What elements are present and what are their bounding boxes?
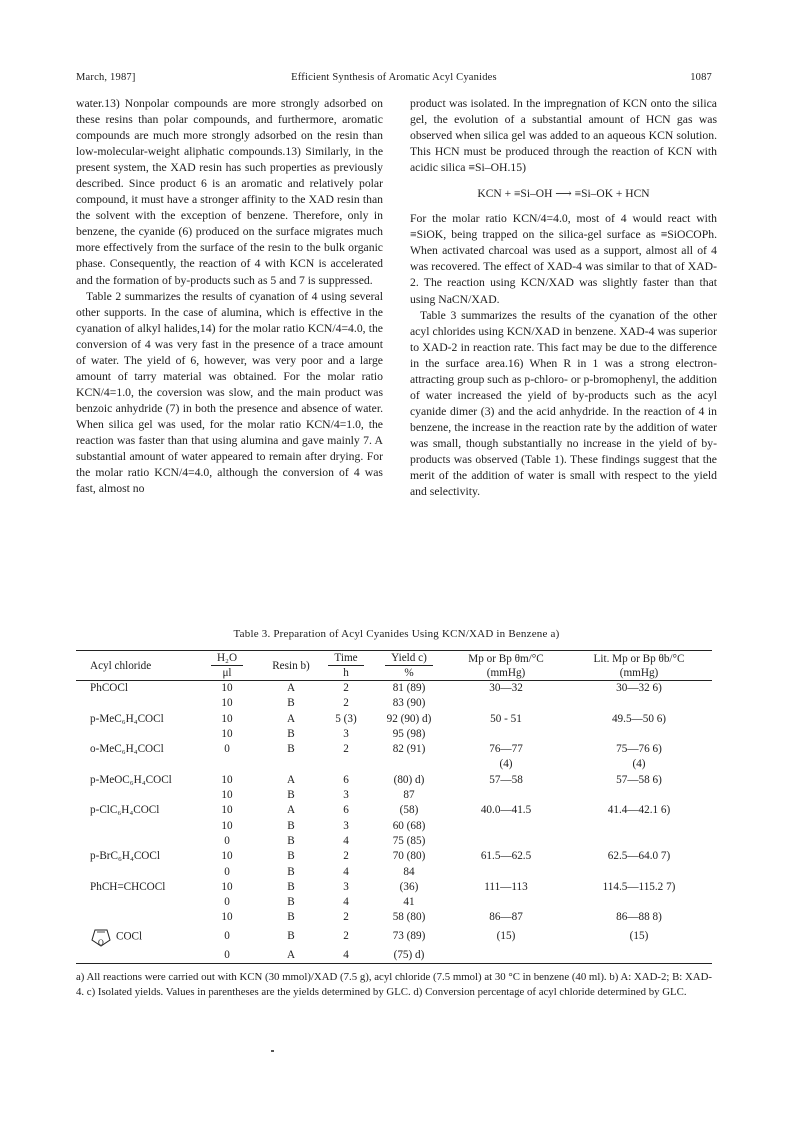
table-footnote: a) All reactions were carried out with KCN (30 mmol)/XAD (7.5 g), acyl chloride (7.5 mmol) at 30 °C in benzene (40 ml). b) A: XAD-2; B: XAD-4. c) Isolated yields. Values in parentheses are the yields determined by GLC. d) Conversion percentage of acyl chloride determined by GLC. xyxy=(76,971,712,998)
cell-acyl-chloride xyxy=(76,895,192,910)
cell-resin: B xyxy=(287,896,295,909)
left-paragraph-1: water.13) Nonpolar compounds are more strongly adsorbed on these resins than polar compounds, and furthermore, aromatic compounds are much more strongly adsorbed on the resin than low-molecular-weight aliphatic compounds.13) Similarly, in the present system, the XAD resin has such properties as previously described. Since product 6 is an aromatic and relatively polar compound, it must have a stronger affinity to the XAD resin than the solvent with the exception of benzene. Therefore, only in benzene, the cyanide (6) produced on the surface migrates much more effectively from the surface of the resin to the bulk organic phase. Consequently, the reaction of 4 with KCN is accelerated and the formation of by-products such as 5 and 7 is suppressed. xyxy=(76,97,383,287)
cell-acyl-chloride xyxy=(76,834,192,849)
cell-water: 10 xyxy=(221,880,233,893)
cell-lit-mp-bp xyxy=(566,948,712,964)
header-title: Efficient Synthesis of Aromatic Acyl Cyanides xyxy=(291,72,497,83)
cell-water: 0 xyxy=(224,834,230,847)
cell-lit-mp-bp: 30—32 6) xyxy=(616,682,662,694)
table-row xyxy=(76,681,712,697)
cell-acyl-chloride xyxy=(76,788,192,803)
cell-resin: B xyxy=(287,930,295,943)
cell-lit-mp-bp: 114.5—115.2 7) xyxy=(602,880,676,893)
table-row xyxy=(76,727,712,742)
cell-lit-mp-bp xyxy=(566,895,712,910)
table-row xyxy=(76,819,712,834)
table-row xyxy=(76,712,712,727)
cell-resin: B xyxy=(287,865,295,878)
cell-resin: A xyxy=(286,773,296,786)
right-paragraph-2: For the molar ratio KCN/4=4.0, most of 4 would react with ≡SiOK, being trapped on the silica-gel surface as ≡SiOCOPh. When activated charcoal was used as a support, almost all of 4 was recovered. The effect of XAD-4 was similar to that of XAD-2. The reaction using KCN/XAD was slightly faster than that using NaCN/XAD. xyxy=(410,212,717,306)
header-yield-unit: % xyxy=(372,666,446,681)
table-row xyxy=(76,757,712,772)
cell-yield: (75) d) xyxy=(372,948,446,964)
table-row xyxy=(76,895,712,910)
cell-water: 10 xyxy=(221,850,233,863)
header-date: March, 1987] xyxy=(76,72,136,83)
header-lit-unit: (mmHg) xyxy=(566,666,712,681)
cell-time: 2 xyxy=(343,911,349,924)
header-acyl-chloride: Acyl chloride xyxy=(76,651,192,681)
right-paragraph-3: Table 3 summarizes the results of the cyanation of the other acyl chlorides using KCN/XAD in benzene. XAD-4 was superior to XAD-2 in reaction rate. This fact may be due to the difference in the surface area.16) When R in 1 was a strong electron-attracting group such as p-chloro- or p-bromophenyl, the addition of water increased the yield of by-products such as the acyl cyanide dimer (3) and the acid anhydride. In the reaction of 4 in benzene, the increase in the reaction rate by the addition of water was small, though substantially no increase in the yield of by-products was observed (Table 1). These findings suggest that the merit of the addition of water is small with respect to the yield and selectivity. xyxy=(410,308,717,499)
results-table xyxy=(76,650,712,964)
cell-time: 4 xyxy=(343,896,349,909)
cell-resin: B xyxy=(287,743,295,756)
cell-acyl-chloride: PhCH=CHCOCl xyxy=(90,880,166,893)
cell-mp-bp: 76—77 xyxy=(489,743,523,756)
cell-lit-mp-bp xyxy=(566,865,712,880)
cell-lit-mp-bp: 49.5—50 6) xyxy=(611,712,667,725)
cell-time: 2 xyxy=(343,743,349,756)
cell-time: 2 xyxy=(343,682,349,694)
scan-speck xyxy=(271,1050,274,1052)
cell-mp-bp xyxy=(446,819,566,834)
cell-lit-mp-bp: 86—88 8) xyxy=(616,911,662,924)
cell-time xyxy=(320,757,372,772)
left-column xyxy=(76,96,383,497)
cell-water: 10 xyxy=(221,682,233,694)
cell-yield: (58) xyxy=(399,804,419,817)
cell-mp-bp: (4) xyxy=(499,758,513,771)
cell-yield: 95 (98) xyxy=(392,727,426,740)
cell-mp-bp: 111—113 xyxy=(484,880,528,893)
right-column xyxy=(410,96,717,500)
cell-acyl-chloride xyxy=(76,696,192,711)
cell-water: 10 xyxy=(221,727,233,740)
header-water: H₂O xyxy=(211,651,243,666)
cell-time: 2 xyxy=(343,697,349,710)
cell-acyl-chloride xyxy=(76,910,192,925)
cell-yield: (36) xyxy=(399,880,419,893)
cell-resin: A xyxy=(286,804,296,817)
cell-water: 10 xyxy=(221,712,233,725)
cell-time: 2 xyxy=(343,850,349,863)
cell-mp-bp xyxy=(446,895,566,910)
header-mp: Mp or Bp θm/°C xyxy=(446,651,566,667)
left-paragraph-2: Table 2 summarizes the results of cyanation of 4 using several other supports. In the case of alumina, which is effective in the cyanation of alkyl halides,14) for the molar ratio KCN/4=4.0, the conversion of 4 was very fast in the presence of a trace amount of water. The yield of 6, however, was very poor and a large amount of tarry material was obtained. For the molar ratio KCN/4=1.0, the coversion was slow, and the main product was benzoic anhydride (7) in both the presence and absence of water. When silica gel was used, for the molar ratio KCN/4=1.0, the reaction was faster than that using alumina and gave mainly 7. A substantial amount of water appeared to remain after drying. For the molar ratio KCN/4=4.0, although the conversion of 4 was fast, almost no xyxy=(76,289,383,496)
cell-yield: 83 (90) xyxy=(392,697,426,710)
cell-lit-mp-bp xyxy=(566,819,712,834)
cell-yield xyxy=(372,757,446,772)
cell-yield: 84 xyxy=(403,865,415,878)
header-mp-unit: (mmHg) xyxy=(446,666,566,681)
cell-yield: (80) d) xyxy=(393,773,425,786)
header-yield: Yield c) xyxy=(385,651,433,666)
cell-yield: 73 (89) xyxy=(392,930,426,943)
cell-water: 0 xyxy=(224,930,230,943)
cell-water: 10 xyxy=(221,819,233,832)
cell-mp-bp xyxy=(446,865,566,880)
furoyl-chloride-label: COCl xyxy=(116,930,143,943)
cell-resin xyxy=(262,757,320,772)
cell-lit-mp-bp: (15) xyxy=(629,930,649,943)
cell-lit-mp-bp xyxy=(566,834,712,849)
cell-time: 4 xyxy=(343,865,349,878)
table-row xyxy=(76,742,712,757)
cell-mp-bp: 86—87 xyxy=(489,911,523,924)
cell-lit-mp-bp: 57—58 6) xyxy=(616,773,662,786)
cell-resin: A xyxy=(286,682,296,694)
cell-mp-bp: (15) xyxy=(496,930,516,943)
table-row xyxy=(76,926,712,948)
cell-water: 0 xyxy=(224,865,230,878)
table-row xyxy=(76,865,712,880)
table-row xyxy=(76,788,712,803)
cell-water: 10 xyxy=(221,911,233,924)
header-time: Time xyxy=(328,651,363,666)
cell-mp-bp xyxy=(446,834,566,849)
cell-resin: B xyxy=(287,697,295,710)
table-body xyxy=(76,681,712,964)
header-water-unit: μl xyxy=(192,666,262,681)
cell-water: 10 xyxy=(221,773,233,786)
cell-lit-mp-bp xyxy=(566,788,712,803)
cell-water: 10 xyxy=(221,697,233,710)
cell-acyl-chloride: p-MeC₆H₄COCl xyxy=(90,712,164,725)
header-lit: Lit. Mp or Bp θb/°C xyxy=(566,651,712,667)
header-time-unit: h xyxy=(320,666,372,681)
cell-acyl-chloride xyxy=(76,757,192,772)
table-row xyxy=(76,834,712,849)
page-number: 1087 xyxy=(690,72,712,83)
cell-yield: 58 (80) xyxy=(392,911,426,924)
reaction-equation: KCN + ≡Si–OH ⟶ ≡Si–OK + HCN xyxy=(477,188,650,201)
cell-acyl-chloride xyxy=(76,948,192,964)
cell-yield: 75 (85) xyxy=(392,834,426,847)
cell-mp-bp: 61.5—62.5 xyxy=(480,850,532,863)
cell-lit-mp-bp xyxy=(566,727,712,742)
table-row xyxy=(76,880,712,895)
cell-yield: 70 (80) xyxy=(392,850,426,863)
cell-yield: 92 (90) d) xyxy=(386,712,432,725)
cell-mp-bp: 57—58 xyxy=(489,773,523,786)
table-row xyxy=(76,948,712,964)
cell-resin: B xyxy=(287,911,295,924)
cell-acyl-chloride: p-BrC₆H₄COCl xyxy=(90,850,160,863)
furan-ring-structure xyxy=(90,926,116,948)
cell-resin: B xyxy=(287,819,295,832)
cell-time: 6 xyxy=(343,804,349,817)
cell-lit-mp-bp xyxy=(566,696,712,711)
cell-lit-mp-bp: 41.4—42.1 6) xyxy=(607,804,671,817)
cell-mp-bp xyxy=(446,948,566,964)
cell-time: 5 (3) xyxy=(335,712,357,725)
cell-lit-mp-bp: 62.5—64.0 7) xyxy=(607,850,671,863)
cell-lit-mp-bp: 75—76 6) xyxy=(616,743,662,756)
cell-acyl-chloride: p-MeOC₆H₄COCl xyxy=(90,773,172,786)
table-row xyxy=(76,696,712,711)
table-caption: Table 3. Preparation of Acyl Cyanides Using KCN/XAD in Benzene a) xyxy=(233,628,560,640)
cell-mp-bp: 50 - 51 xyxy=(490,712,522,725)
cell-acyl-chloride xyxy=(76,926,192,948)
cell-resin: B xyxy=(287,789,295,802)
cell-time: 6 xyxy=(343,773,349,786)
cell-resin: B xyxy=(287,727,295,740)
cell-time: 4 xyxy=(320,948,372,964)
cell-water: 0 xyxy=(224,743,230,756)
cell-acyl-chloride xyxy=(76,865,192,880)
cell-resin: B xyxy=(287,834,295,847)
cell-time: 3 xyxy=(343,819,349,832)
cell-mp-bp xyxy=(446,788,566,803)
right-paragraph-1: product was isolated. In the impregnation of KCN onto the silica gel, the evolution of a substantial amount of HCN gas was observed when silica gel was added to an aqueous KCN solution. This HCN must be produced through the reaction of KCN with acidic silica ≡Si–OH.15) xyxy=(410,97,717,175)
cell-water: 0 xyxy=(192,948,262,964)
cell-resin: A xyxy=(262,948,320,964)
cell-water: 10 xyxy=(221,789,233,802)
svg-text:O: O xyxy=(98,937,104,947)
cell-yield: 87 xyxy=(403,789,415,802)
cell-yield: 41 xyxy=(403,896,415,909)
table-row xyxy=(76,773,712,788)
cell-time: 3 xyxy=(343,880,349,893)
table-row xyxy=(76,803,712,818)
cell-time: 3 xyxy=(343,727,349,740)
cell-mp-bp xyxy=(446,696,566,711)
cell-acyl-chloride xyxy=(76,819,192,834)
cell-yield: 82 (91) xyxy=(392,743,426,756)
table-row xyxy=(76,849,712,864)
table-row xyxy=(76,910,712,925)
running-head xyxy=(76,72,712,88)
cell-mp-bp xyxy=(446,727,566,742)
cell-resin: B xyxy=(287,850,295,863)
cell-resin: B xyxy=(287,880,295,893)
cell-acyl-chloride: o-MeC₆H₄COCl xyxy=(90,743,164,756)
cell-mp-bp: 30—32 xyxy=(489,682,523,694)
cell-water: 0 xyxy=(224,896,230,909)
cell-mp-bp: 40.0—41.5 xyxy=(480,804,532,817)
cell-yield: 60 (68) xyxy=(392,819,426,832)
cell-time: 3 xyxy=(343,789,349,802)
cell-time: 2 xyxy=(343,930,349,943)
cell-water: 10 xyxy=(221,804,233,817)
cell-lit-mp-bp: (4) xyxy=(632,758,646,771)
cell-water xyxy=(192,757,262,772)
cell-time: 4 xyxy=(343,834,349,847)
header-resin: Resin b) xyxy=(262,651,320,681)
cell-yield: 81 (89) xyxy=(392,682,426,694)
cell-resin: A xyxy=(286,712,296,725)
cell-acyl-chloride: p-ClC₆H₄COCl xyxy=(90,804,160,817)
cell-acyl-chloride xyxy=(76,727,192,742)
cell-acyl-chloride: PhCOCl xyxy=(90,682,128,694)
